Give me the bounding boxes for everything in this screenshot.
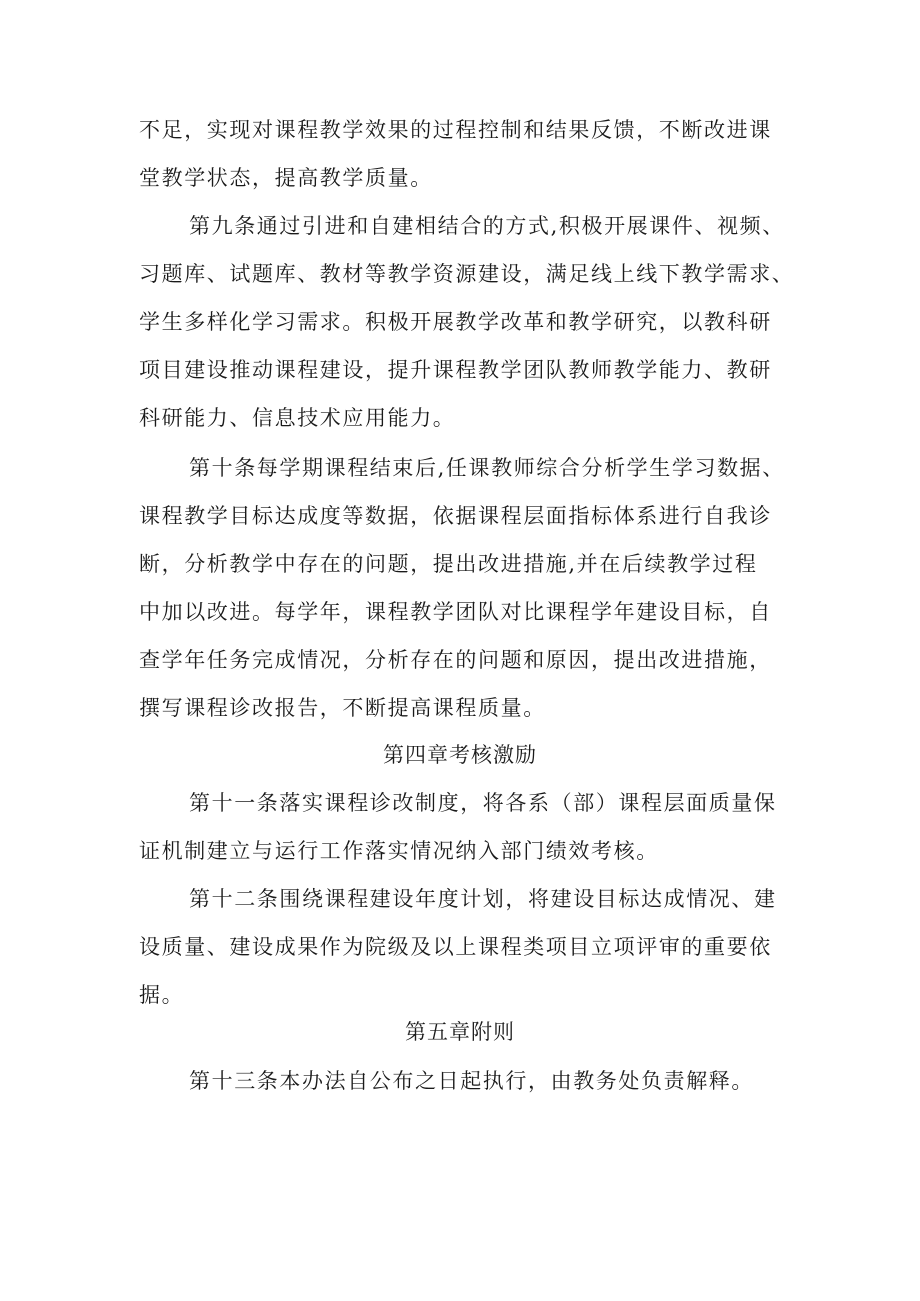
chapter-heading: 第五章附则 [405,1020,515,1044]
article-9-first-line: 第九条通过引进和自建相结合的方式,积极开展课件、视频、 [189,214,785,238]
text-line: 习题库、试题库、教材等教学资源建设，满足线上线下教学需求、 [139,262,795,286]
text-line: 课程教学目标达成度等数据，依据课程层面指标体系进行自我诊 [139,504,772,528]
article-10-first-line: 第十条每学期课程结束后,任课教师综合分析学生学习数据、 [189,456,785,480]
text-line: 不足，实现对课程教学效果的过程控制和结果反馈，不断改进课 [139,118,772,142]
text-line: 证机制建立与运行工作落实情况纳入部门绩效考核。 [139,839,659,863]
text-line: 撰写课程诊改报告，不断提高课程质量。 [139,696,546,720]
article-12-first-line: 第十二条围绕课程建设年度计划，将建设目标达成情况、建 [189,887,777,911]
text-line: 设质量、建设成果作为院级及以上课程类项目立项评审的重要依 [139,935,772,959]
text-line: 查学年任务完成情况，分析存在的问题和原因，提出改进措施， [139,648,772,672]
text-line: 学生多样化学习需求。积极开展教学改革和教学研究，以教科研 [139,310,772,334]
text-line: 堂教学状态，提高教学质量。 [139,166,433,190]
chapter-heading: 第四章考核激励 [383,743,537,767]
text-line: 中加以改进。每学年，课程教学团队对比课程学年建设目标，自 [139,600,772,624]
text-line: 断，分析教学中存在的问题，提出改进措施,并在后续教学过程 [139,552,758,576]
text-line: 科研能力、信息技术应用能力。 [139,406,456,430]
text-line: 据。 [139,983,185,1007]
article-11-first-line: 第十一条落实课程诊改制度，将各系（部）课程层面质量保 [189,791,777,815]
text-line: 项目建设推动课程建设，提升课程教学团队教师教学能力、教研 [139,358,772,382]
article-13-first-line: 第十三条本办法自公布之日起执行，由教务处负责解释。 [189,1069,754,1093]
